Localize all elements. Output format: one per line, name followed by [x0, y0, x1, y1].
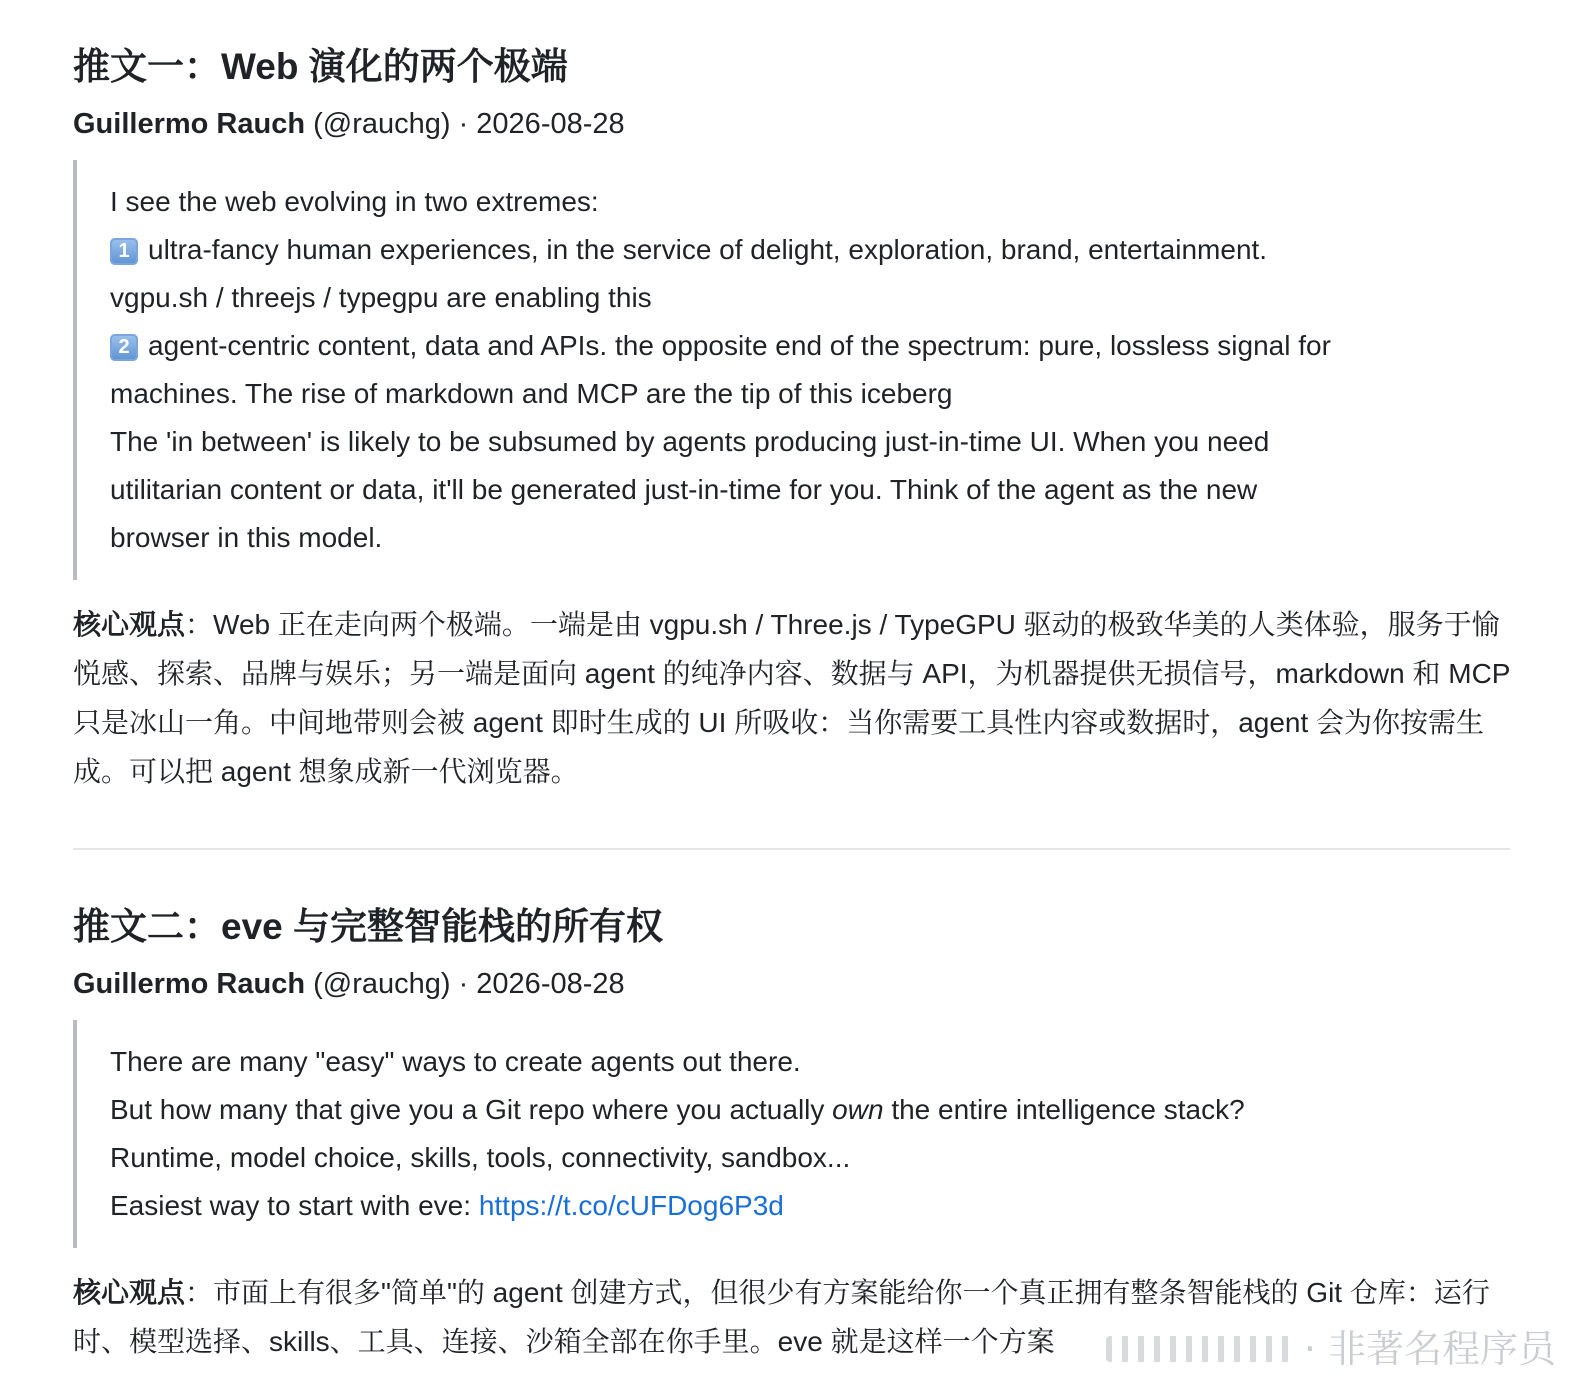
quote-line: Runtime, model choice, skills, tools, connectivity, sandbox...: [110, 1142, 851, 1173]
tweet-quote: [73, 160, 1510, 580]
handle-date: (@rauchg) · 2026-08-28: [305, 968, 625, 1000]
post-title: 推文二：eve 与完整智能栈的所有权: [73, 906, 664, 947]
section-divider: [73, 848, 1510, 850]
quote-line: 1 ultra-fancy human experiences, in the service of delight, exploration, brand, entertainment.: [110, 226, 1510, 274]
summary-label: 核心观点: [73, 1277, 186, 1308]
post-1: [73, 38, 1510, 796]
post-byline: [73, 98, 1510, 150]
author-name: Guillermo Rauch: [73, 968, 306, 1000]
watermark: [1106, 1324, 1556, 1374]
quote-line: The 'in between' is likely to be subsumed by agents producing just-in-time UI. When you need: [110, 426, 1270, 457]
eve-link[interactable]: https://t.co/cUFDog6P3d: [478, 1190, 784, 1221]
quote-line: I see the web evolving in two extremes:: [110, 186, 599, 217]
keycap-one-icon: 1: [110, 238, 138, 265]
post-2: [73, 898, 1510, 1366]
article: [73, 38, 1510, 1366]
summary-text: ：市面上有很多"简单"的 agent 创建方式，但很少有方案能给你一个真正拥有整条智能栈的 Git 仓库：运行时、模型选择、skills、工具、连接、沙箱全部在你手里。eve 就是这样一个方案: [73, 1277, 1490, 1357]
quote-line: There are many "easy" ways to create agents out there.: [110, 1046, 801, 1077]
post-byline: [73, 958, 1510, 1010]
author-name: Guillermo Rauch: [73, 108, 306, 140]
quote-line: 2 agent-centric content, data and APIs. the opposite end of the spectrum: pure, lossless signal for: [110, 322, 1510, 370]
summary-text: ：Web 正在走向两个极端。一端是由 vgpu.sh / Three.js / TypeGPU 驱动的极致华美的人类体验，服务于愉悦感、探索、品牌与娱乐；另一端是面向 agent 的纯净内容、数据与 API，为机器提供无损信号，markdown 和 MCP 只是冰山一角。中间地带则会被 agent 即时生成的 UI 所吸收：当你需要工具性内容或数据时，agent 会为你按需生成。可以把 agent 想象成新一代浏览器。: [73, 609, 1510, 787]
tweet-quote: [73, 1020, 1510, 1248]
quote-line: But how many that give you a Git repo where you actually own the entire intelligence stack?: [110, 1094, 1245, 1125]
quote-line: Easiest way to start with eve: https://t.co/cUFDog6P3d: [110, 1190, 784, 1221]
quote-line: machines. The rise of markdown and MCP are the tip of this iceberg: [110, 378, 953, 409]
keycap-two-icon: 2: [110, 334, 138, 361]
watermark-logo-icon: [1106, 1336, 1296, 1362]
post-title: 推文一：Web 演化的两个极端: [73, 46, 568, 87]
summary-label: 核心观点: [73, 609, 186, 640]
watermark-text: · 非著名程序员: [1303, 1327, 1556, 1371]
emphasis-own: own: [832, 1094, 884, 1125]
post-summary: [73, 600, 1510, 796]
quote-line: browser in this model.: [110, 522, 383, 553]
quote-line: utilitarian content or data, it'll be generated just-in-time for you. Think of the agent as the new: [110, 474, 1258, 505]
quote-line: vgpu.sh / threejs / typegpu are enabling this: [110, 282, 652, 313]
handle-date: (@rauchg) · 2026-08-28: [305, 108, 625, 140]
